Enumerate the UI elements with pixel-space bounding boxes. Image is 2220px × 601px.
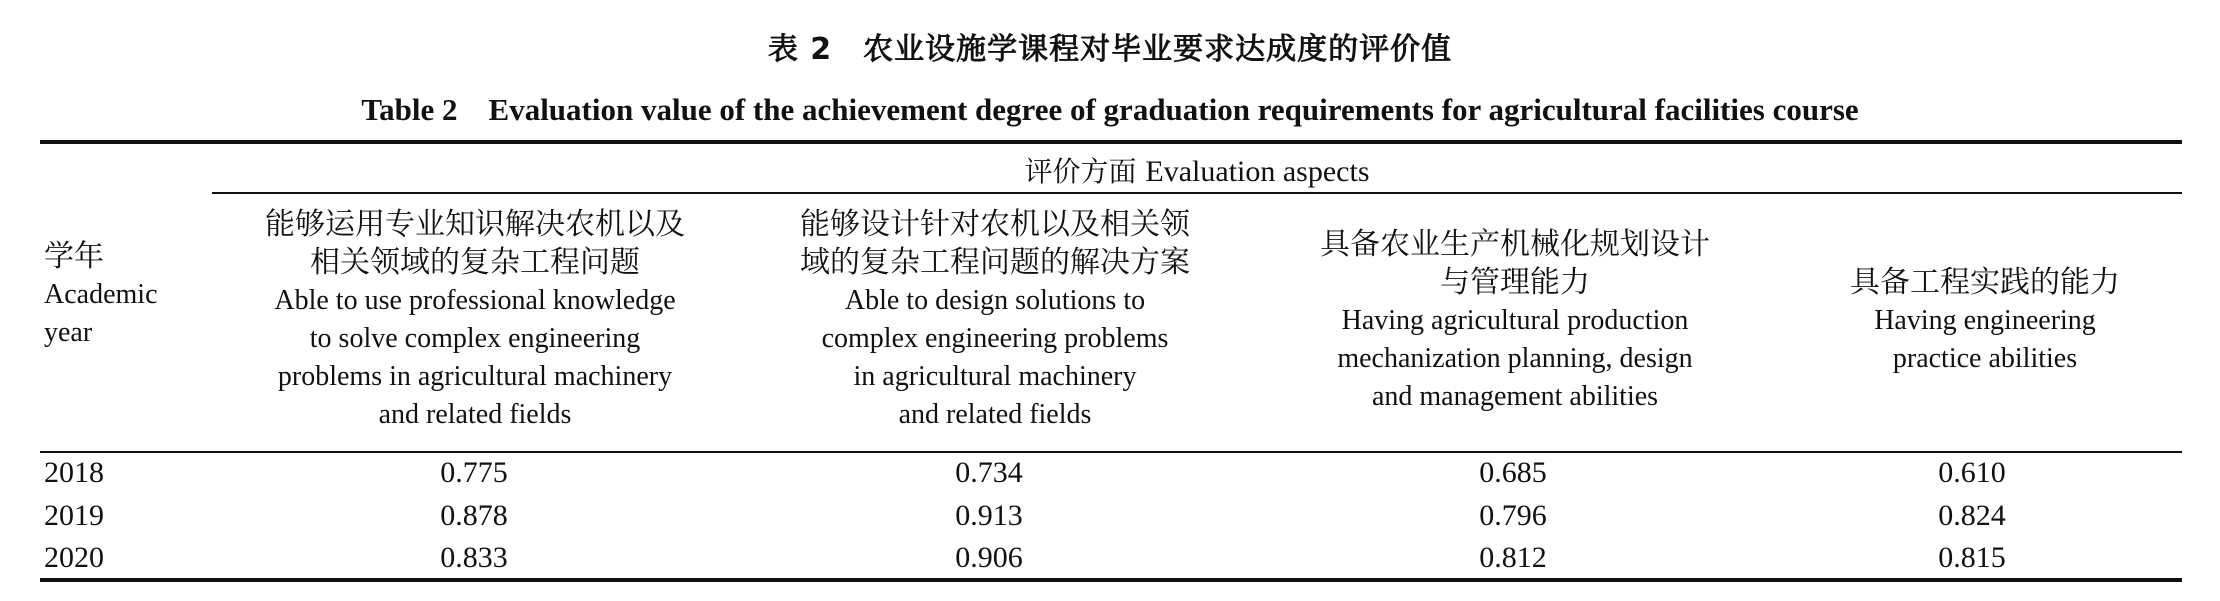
col4-en-line1: Having engineering: [1874, 305, 2096, 336]
col3-en-line3: and management abilities: [1371, 381, 1659, 412]
evaluation-aspects-header: [212, 150, 2182, 190]
evaluation-aspects-en: Evaluation aspects: [1145, 155, 1370, 188]
value-cell: 0.734: [955, 456, 1023, 489]
value-cell: 0.878: [440, 499, 508, 532]
value-cell: 0.833: [440, 541, 508, 574]
col3-en-line1: Having agricultural production: [1341, 305, 1689, 336]
table-row: [0, 456, 2220, 498]
col1-cn-line1: 能够运用专业知识解决农机以及: [265, 207, 685, 242]
year-header-en-line2: year: [44, 317, 93, 348]
table-row: [0, 541, 2220, 583]
column-header-3: [1280, 226, 1750, 416]
aspects-rule: [212, 192, 2182, 194]
bottom-rule: [40, 578, 2182, 582]
table-row: [0, 499, 2220, 541]
evaluation-aspects-cn: 评价方面: [1024, 155, 1137, 188]
col2-cn-line1: 能够设计针对农机以及相关领: [800, 207, 1190, 242]
col1-en-line4: and related fields: [378, 399, 572, 430]
value-cell: 0.775: [440, 456, 508, 489]
col1-en-line1: Able to use professional knowledge: [274, 285, 676, 316]
column-header-1: [230, 206, 720, 434]
value-cell: 0.796: [1479, 499, 1547, 532]
year-cell: 2019: [44, 499, 104, 532]
col1-en-line3: problems in agricultural machinery: [277, 361, 673, 392]
value-cell: 0.815: [1938, 541, 2006, 574]
col4-cn-line1: 具备工程实践的能力: [1850, 265, 2120, 300]
col2-en-line3: in agricultural machinery: [853, 361, 1137, 392]
year-header-cn: 学年: [44, 239, 104, 274]
year-header-en-line1: Academic: [44, 279, 158, 310]
value-cell: 0.812: [1479, 541, 1547, 574]
value-cell: 0.824: [1938, 499, 2006, 532]
col2-en-line4: and related fields: [898, 399, 1092, 430]
table-title-english: Table 2 Evaluation value of the achievement degree of graduation requirements for agricultural facilities course: [361, 92, 1859, 127]
table-title-chinese: 表 2 农业设施学课程对毕业要求达成度的评价值: [767, 32, 1453, 67]
column-header-2: [760, 206, 1230, 434]
col3-en-line2: mechanization planning, design: [1337, 343, 1693, 374]
col1-cn-line2: 相关领域的复杂工程问题: [310, 245, 640, 280]
year-cell: 2020: [44, 541, 104, 574]
value-cell: 0.610: [1938, 456, 2006, 489]
column-header-4: [1790, 264, 2180, 378]
year-cell: 2018: [44, 456, 104, 489]
header-rule: [40, 451, 2182, 453]
value-cell: 0.913: [955, 499, 1023, 532]
col1-en-line2: to solve complex engineering: [309, 323, 641, 354]
academic-year-header: [44, 238, 204, 352]
col3-cn-line2: 与管理能力: [1440, 265, 1590, 300]
value-cell: 0.685: [1479, 456, 1547, 489]
col2-cn-line2: 域的复杂工程问题的解决方案: [800, 245, 1190, 280]
col4-en-line2: practice abilities: [1892, 343, 2078, 374]
col2-en-line1: Able to design solutions to: [844, 285, 1146, 316]
value-cell: 0.906: [955, 541, 1023, 574]
col3-cn-line1: 具备农业生产机械化规划设计: [1320, 227, 1710, 262]
col2-en-line2: complex engineering problems: [821, 323, 1169, 354]
top-rule: [40, 140, 2182, 144]
